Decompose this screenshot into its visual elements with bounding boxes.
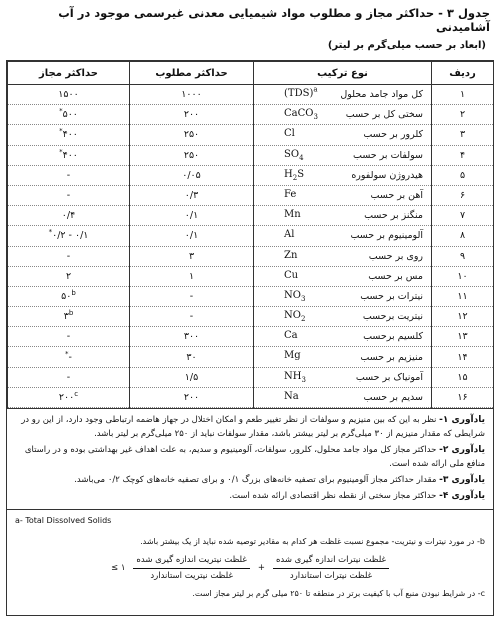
table-row — [8, 307, 494, 327]
table-row — [8, 286, 494, 306]
compound-formula: Al — [284, 229, 295, 241]
table-row — [8, 145, 494, 165]
table-title: جدول ۳ - حداکثر مجاز و مطلوب مواد شیمیایی معدنی غیرسمی موجود در آب آشامیدنی — [58, 6, 490, 34]
footnote-marker: * — [59, 147, 63, 156]
row-number: ۱ — [432, 85, 494, 105]
note-label: یادآوری ۴- — [439, 491, 485, 501]
desired-value: ۰/۱ — [130, 226, 254, 246]
desired-value: ۲۰۰ — [130, 105, 254, 125]
desired-value: ۲۵۰ — [130, 125, 254, 145]
desired-value: ۳ — [130, 246, 254, 266]
max-value: ۳$^b$ — [8, 307, 130, 327]
max-value: - — [8, 246, 130, 266]
fraction-numerator: غلظت نیتریت اندازه گیری شده — [133, 554, 249, 569]
compound-cell — [254, 327, 432, 347]
table-row — [8, 185, 494, 205]
compound-name: آمونیاک بر حسب — [355, 371, 423, 383]
note-4 — [15, 489, 485, 503]
compound-formula: Cl — [284, 128, 295, 140]
table-row — [8, 367, 494, 387]
compound-formula: Cu — [284, 269, 299, 281]
compound-formula: CaCO$_3$ — [284, 108, 318, 122]
footnote-marker: c — [74, 389, 79, 398]
max-value: - — [8, 327, 130, 347]
table-row — [8, 387, 494, 407]
footnotes — [7, 509, 493, 604]
fraction-numerator: غلظت نیترات اندازه گیری شده — [273, 554, 389, 569]
compound-formula: $NO_2$ — [284, 310, 306, 324]
compound-cell — [254, 206, 432, 226]
table-row — [8, 165, 494, 185]
max-value: ۲ — [8, 266, 130, 286]
footnote-b: b- در مورد نیترات و نیتریت- مجموع نسبت غلظت هر کدام به مقادیر توصیه شده نباید از یک بیشتر باشد. — [140, 537, 485, 546]
row-number: ۶ — [432, 185, 494, 205]
max-value: ۰/۴ — [8, 206, 130, 226]
desired-value: - — [130, 307, 254, 327]
max-value: ۴۰۰* — [8, 125, 130, 145]
note-2 — [15, 443, 485, 471]
compound-name: سدیم بر حسب — [363, 391, 423, 403]
compound-formula: Mg — [284, 350, 301, 362]
compound-cell — [254, 246, 432, 266]
desired-value: ۳۰ — [130, 347, 254, 367]
compound-formula: Mn — [284, 209, 301, 221]
fraction-denominator: غلظت نیترات استاندارد — [289, 571, 373, 581]
nitrate-formula — [15, 554, 485, 583]
compound-name: منگنز بر حسب — [364, 210, 423, 222]
table-row — [8, 105, 494, 125]
note-text: مقدار حداکثر مجاز آلومینیوم برای تصفیه خانه‌های بزرگ ۰/۱ و برای تصفیه خانه‌های کوچک ۰/۲ می‌باشد. — [74, 475, 437, 485]
table-row — [8, 226, 494, 246]
note-text: حداکثر مجاز سختی از نقطه نظر اقتصادی ارائه شده است. — [229, 491, 437, 501]
row-number: ۵ — [432, 165, 494, 185]
row-number: ۱۵ — [432, 367, 494, 387]
row-number: ۸ — [432, 226, 494, 246]
plus-sign: + — [257, 563, 265, 573]
compound-cell — [254, 367, 432, 387]
max-value: - — [8, 165, 130, 185]
fraction-nitrate — [273, 554, 389, 583]
compound-name: سولفات بر حسب — [352, 149, 423, 161]
footnote-marker: * — [59, 107, 63, 116]
footnote-marker: * — [48, 228, 53, 237]
max-value: ۲۰۰$^c$ — [8, 387, 130, 407]
row-number: ۱۴ — [432, 347, 494, 367]
compound-cell — [254, 145, 432, 165]
note-label: یادآوری ۳- — [439, 475, 485, 485]
note-1 — [15, 413, 485, 441]
compound-name: کلسیم برحسب — [363, 331, 423, 343]
table-row — [8, 125, 494, 145]
compound-name: سختی کل بر حسب — [345, 109, 423, 121]
compound-cell — [254, 85, 432, 105]
compound-name: کلرور بر حسب — [363, 129, 423, 141]
row-number: ۱۶ — [432, 387, 494, 407]
row-number: ۱۳ — [432, 327, 494, 347]
desired-value: ۲۵۰ — [130, 145, 254, 165]
compound-name: روی بر حسب — [368, 250, 423, 262]
compound-cell — [254, 266, 432, 286]
max-value: ۴۰۰* — [8, 145, 130, 165]
compound-cell — [254, 185, 432, 205]
compound-name: منیزیم بر حسب — [360, 351, 423, 363]
table-row — [8, 206, 494, 226]
row-number: ۲ — [432, 105, 494, 125]
table-row — [8, 347, 494, 367]
compound-cell — [254, 286, 432, 306]
compound-name: هیدروژن سولفوره — [351, 169, 423, 181]
compound-name: آهن بر حسب — [370, 190, 423, 202]
units-caption: (ابعاد بر حسب میلی‌گرم بر لیتر) — [327, 40, 486, 51]
compound-formula: Ca — [284, 330, 298, 342]
compound-name: نیتریت برحسب — [362, 311, 423, 323]
max-value: -* — [8, 347, 130, 367]
max-value: ۵۰$^b$ — [8, 286, 130, 306]
footnote-c: c- در شرایط نبودن منبع آب با کیفیت برتر در منطقه تا ۲۵۰ میلی گرم بر لیتر مجاز است. — [192, 589, 485, 598]
row-number: ۷ — [432, 206, 494, 226]
leq-one: ≤ ۱ — [111, 563, 126, 573]
notes-section — [7, 408, 493, 503]
desired-value: - — [130, 286, 254, 306]
max-value: ۱۵۰۰ — [8, 85, 130, 105]
table-row — [8, 266, 494, 286]
compound-formula: (TDS)$^a$ — [284, 85, 318, 99]
desired-value: ۱۰۰۰ — [130, 85, 254, 105]
row-number: ۳ — [432, 125, 494, 145]
compound-formula: $NO_3$ — [284, 289, 306, 303]
compound-formula: Zn — [284, 249, 298, 261]
desired-value: ۰/۱ — [130, 206, 254, 226]
row-number: ۱۰ — [432, 266, 494, 286]
note-text: نظر به این که بین منیزیم و سولفات از نظر تغییر طعم و امکان اختلال در جهاز هاضمه ارتباطی وجود دارد، از این رو در شرایطی که مقدار منیزیم از ۳۰ میلی‌گرم بر لیتر بیشتر باشد، مقدار سولفات نباید از ۲۵۰ میلی‌گرم بر لیتر باشد. — [21, 415, 485, 439]
desired-value: ۰/۳ — [130, 185, 254, 205]
footnote-marker: * — [59, 127, 63, 136]
desired-value: ۰/۰۵ — [130, 165, 254, 185]
footnote-marker: * — [65, 349, 69, 358]
max-value: - — [8, 367, 130, 387]
footnote-marker: b — [71, 288, 76, 297]
desired-value: ۲۰۰ — [130, 387, 254, 407]
header-row-number: ردیف — [432, 62, 494, 85]
row-number: ۱۱ — [432, 286, 494, 306]
header-max: حداکثر مجاز — [8, 62, 130, 85]
compound-formula: $NH_3$ — [284, 370, 306, 384]
table-row — [8, 246, 494, 266]
compound-name: مس بر حسب — [368, 270, 423, 282]
table-row — [8, 327, 494, 347]
compound-name: آلومینیوم بر حسب — [350, 230, 423, 242]
compound-name: کل مواد جامد محلول — [340, 89, 423, 101]
header-compound: نوع ترکیب — [254, 62, 432, 85]
compound-cell — [254, 226, 432, 246]
standards-table — [7, 61, 494, 408]
fraction-nitrite — [133, 554, 249, 583]
row-number: ۴ — [432, 145, 494, 165]
max-value: ۵۰۰* — [8, 105, 130, 125]
compound-formula: Na — [284, 390, 299, 402]
compound-formula: $SO_4$ — [284, 148, 304, 162]
note-label: یادآوری ۲- — [439, 445, 485, 455]
compound-cell — [254, 387, 432, 407]
note-text: حداکثر مجاز کل مواد جامد محلول، کلرور، سولفات، آلومینیوم و سدیم، به علت اهداف غیر بهداشتی بوده و در راستای منافع ملی ارائه شده است. — [24, 445, 485, 469]
note-3 — [15, 473, 485, 487]
compound-name: نیترات بر حسب — [360, 290, 423, 302]
desired-value: ۱/۵ — [130, 367, 254, 387]
compound-formula: Fe — [284, 188, 297, 200]
compound-cell — [254, 307, 432, 327]
footnote-a: a- Total Dissolved Solids — [15, 516, 112, 525]
header-desired: حداکثر مطلوب — [130, 62, 254, 85]
compound-cell — [254, 347, 432, 367]
table-row — [8, 85, 494, 105]
desired-value: ۳۰۰ — [130, 327, 254, 347]
table-header-row — [8, 62, 494, 85]
compound-formula: $H_2S$ — [284, 168, 305, 182]
footnote-marker: b — [68, 309, 74, 317]
compound-cell — [254, 125, 432, 145]
desired-value: ۱ — [130, 266, 254, 286]
max-value: - — [8, 185, 130, 205]
max-value: ۰/۱ - ۰/۲* — [8, 226, 130, 246]
note-label: یادآوری ۱- — [439, 415, 485, 425]
row-number: ۱۲ — [432, 307, 494, 327]
compound-cell — [254, 165, 432, 185]
table-frame — [6, 60, 494, 616]
fraction-denominator: غلظت نیتریت استاندارد — [150, 571, 233, 581]
row-number: ۹ — [432, 246, 494, 266]
compound-cell — [254, 105, 432, 125]
